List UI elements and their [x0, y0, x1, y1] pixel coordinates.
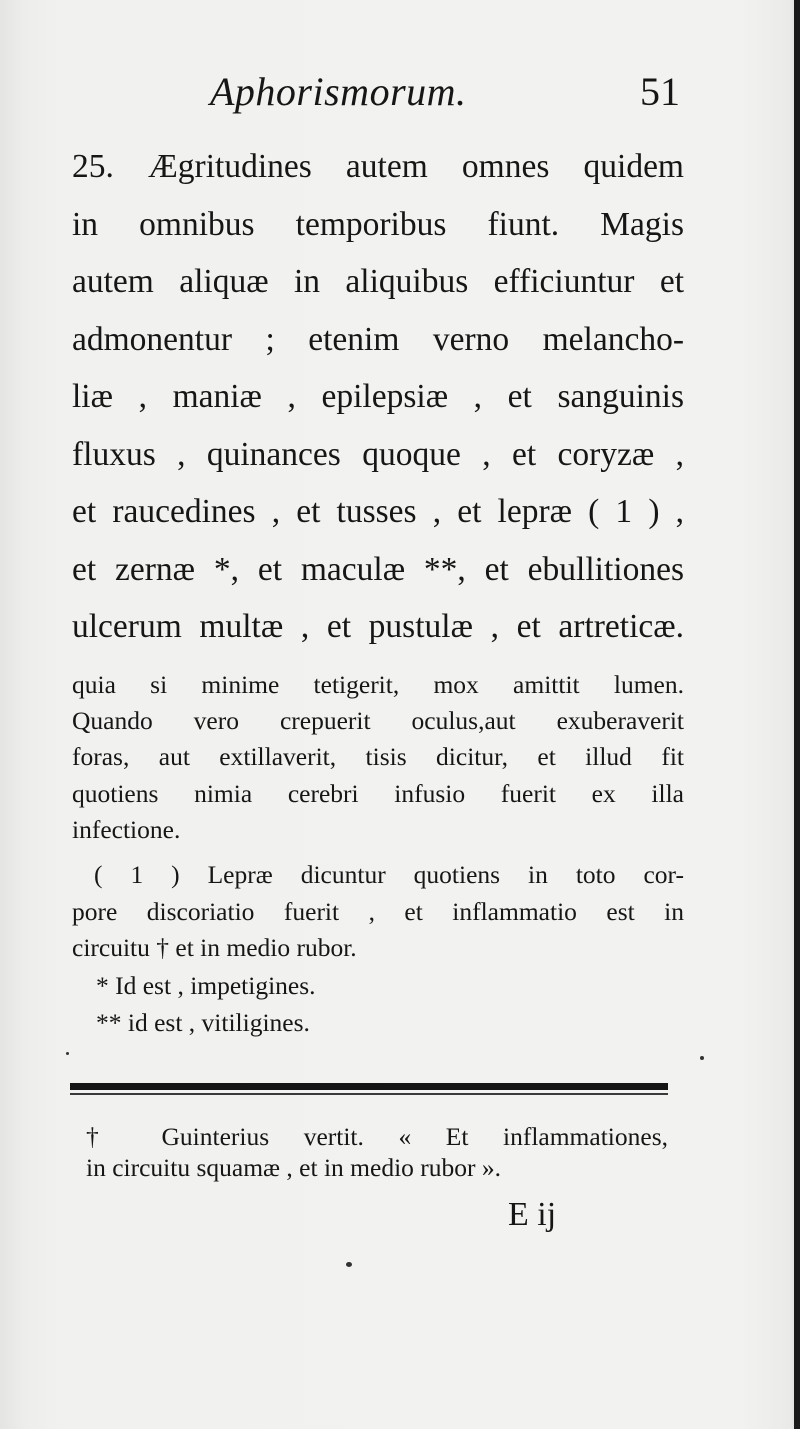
dagger-footnote [86, 1121, 668, 1183]
note-line: foras, aut extillaverit, tisis dicitur, et illud fit [72, 742, 684, 772]
signature-mark: E ij [508, 1196, 557, 1233]
footnote-rule-thin [70, 1093, 668, 1095]
ink-speck [700, 1056, 704, 1060]
text-line: 25. Ægritudines autem omnes quidem [72, 148, 684, 185]
text-line: liæ , maniæ , epilepsiæ , et sanguinis [72, 378, 684, 415]
text-line: et zernæ *, et maculæ **, et ebullitiones [72, 550, 684, 588]
footnote-lepra [72, 857, 684, 967]
text-line: fluxus , quinances quoque , et coryzæ , [72, 435, 684, 473]
text-line: autem aliquæ in aliquibus efficiuntur et [72, 263, 684, 300]
text-line: admonentur ; etenim verno melancho- [72, 320, 684, 358]
ink-speck [346, 1262, 352, 1267]
running-head: Aphorismorum. [210, 69, 467, 114]
footnote-double-star: ** id est , vitiligines. [96, 1008, 310, 1037]
note-line: quia si minime tetigerit, mox amittit lumen. [72, 670, 684, 699]
text-line: et raucedines , et tusses , et lepræ ( 1 ) , [72, 493, 684, 530]
note-line: infectione. [72, 814, 181, 844]
page-number: 51 [640, 69, 680, 114]
dagger-line: in circuitu squamæ , et in medio rubor ». [86, 1153, 502, 1182]
dagger-line: † Guinterius vertit. « Et inflammationes, [86, 1122, 668, 1151]
note-line: quotiens nimia cerebri infusio fuerit ex illa [72, 778, 684, 808]
note-line: Quando vero crepuerit oculus,aut exuberaverit [72, 706, 684, 736]
scan-edge [794, 0, 800, 1429]
footnote-line: circuitu † et in medio rubor. [72, 933, 357, 962]
ink-speck [66, 1052, 69, 1055]
page-header [70, 68, 690, 128]
text-line: ulcerum multæ , et pustulæ , et artreticæ. [72, 608, 684, 645]
footnote-line: ( 1 ) Lepræ dicuntur quotiens in toto cor- [94, 860, 684, 889]
footnote-rule [70, 1083, 668, 1090]
aphorism-25-text [72, 138, 684, 656]
continued-note [72, 667, 684, 848]
footnote-line: pore discoriatio fuerit , et inflammatio est in [72, 896, 684, 926]
text-line: in omnibus temporibus fiunt. Magis [72, 205, 684, 243]
footnote-star: * Id est , impetigines. [96, 971, 316, 1000]
